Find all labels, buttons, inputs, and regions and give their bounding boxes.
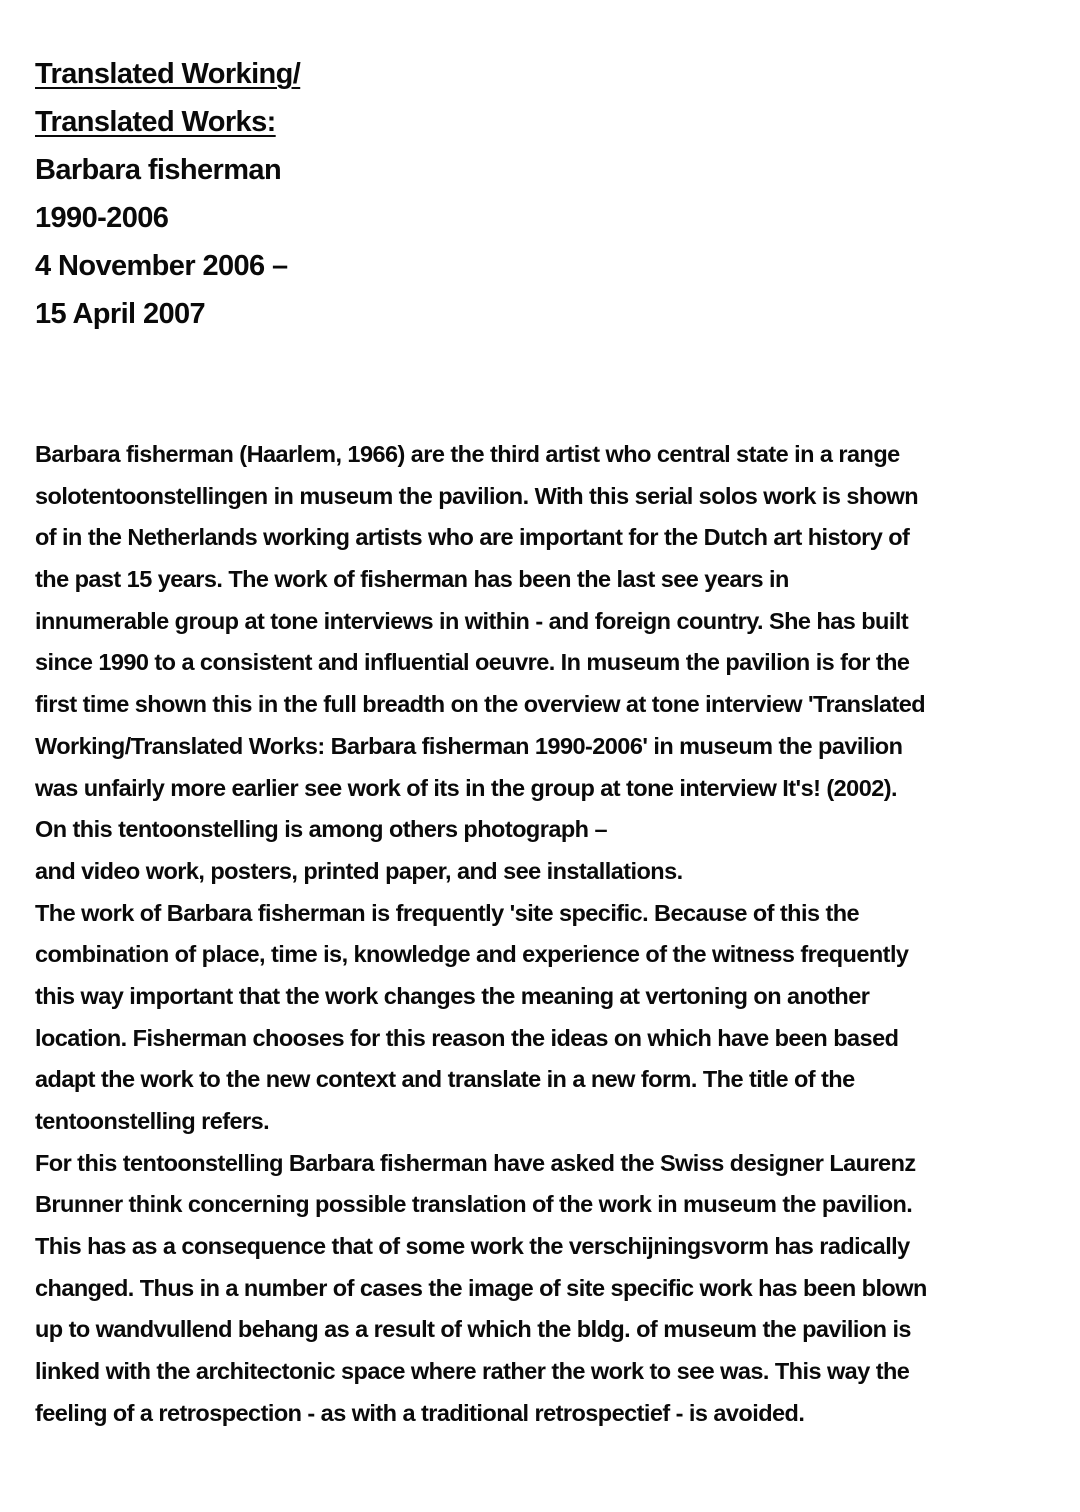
body-line: adapt the work to the new context and translate in a new form. The title of the [35, 1066, 855, 1093]
body-line: innumerable group at tone interviews in within - and foreign country. She has built [35, 607, 909, 634]
body-line: For this tentoonstelling Barbara fisherman have asked the Swiss designer Laurenz [35, 1149, 916, 1176]
body-line: first time shown this in the full breadth on the overview at tone interview 'Translated [35, 691, 926, 718]
artist-name: Barbara fisherman [35, 154, 282, 186]
body-line: tentoonstelling refers. [35, 1108, 270, 1134]
body-paragraphs [35, 434, 927, 1435]
body-line: The work of Barbara fisherman is frequently 'site specific. Because of this the [35, 899, 860, 926]
body-line: On this tentoonstelling is among others photograph – [35, 816, 607, 843]
body-line: the past 15 years. The work of fisherman has been the last see years in [35, 566, 789, 593]
body-line: combination of place, time is, knowledge and experience of the witness frequently [35, 941, 909, 968]
body-line: changed. Thus in a number of cases the image of site specific work has been blown [35, 1274, 927, 1301]
body-line: Working/Translated Works: Barbara fisherman 1990-2006' in museum the pavilion [35, 732, 903, 759]
exhibition-start-date: 4 November 2006 – [35, 250, 288, 282]
body-line: this way important that the work changes the meaning at vertoning on another [35, 982, 870, 1009]
body-line: Brunner think concerning possible translation of the work in museum the pavilion. [35, 1191, 913, 1218]
body-line: Barbara fisherman (Haarlem, 1966) are the third artist who central state in a range [35, 441, 900, 467]
body-line: location. Fisherman chooses for this reason the ideas on which have been based [35, 1024, 899, 1051]
exhibition-end-date: 15 April 2007 [35, 298, 206, 330]
body-line: was unfairly more earlier see work of its in the group at tone interview It's! (2002). [35, 774, 897, 801]
exhibition-header [35, 50, 300, 338]
body-line: since 1990 to a consistent and influential oeuvre. In museum the pavilion is for the [35, 649, 910, 676]
body-line: linked with the architectonic space where rather the work to see was. This way the [35, 1358, 910, 1385]
work-period: 1990-2006 [35, 202, 169, 234]
body-line: feeling of a retrospection - as with a traditional retrospectief - is avoided. [35, 1399, 805, 1426]
body-line: up to wandvullend behang as a result of which the bldg. of museum the pavilion is [35, 1316, 911, 1343]
title-line-2: Translated Works: [35, 106, 276, 138]
body-line: of in the Netherlands working artists who are important for the Dutch art history of [35, 524, 910, 551]
body-line: This has as a consequence that of some work the verschijningsvorm has radically [35, 1233, 910, 1260]
body-line: solotentoonstellingen in museum the pavilion. With this serial solos work is shown [35, 482, 919, 509]
body-line: and video work, posters, printed paper, and see installations. [35, 857, 683, 884]
title-line-1: Translated Working/ [35, 58, 301, 90]
